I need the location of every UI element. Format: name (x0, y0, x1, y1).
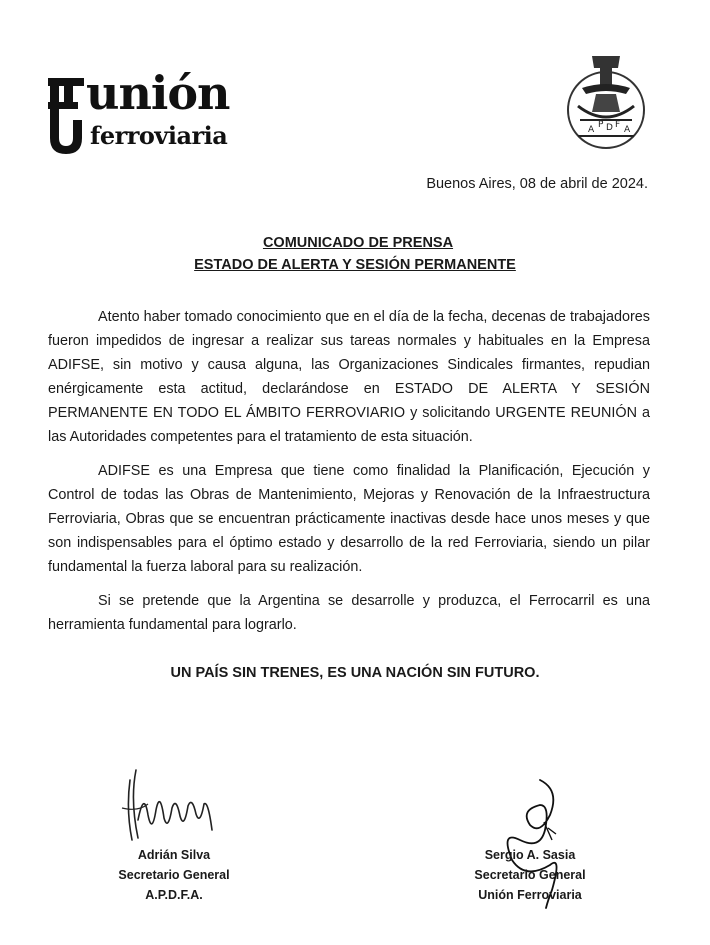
seal-letter: P (598, 120, 604, 130)
signer-name: Adrián Silva (137, 848, 211, 862)
document-subtitle: ESTADO DE ALERTA Y SESIÓN PERMANENTE (194, 257, 516, 273)
seal-letter: F (615, 120, 621, 130)
seal-letter: D (606, 123, 613, 133)
union-ferroviaria-logo (46, 66, 246, 160)
signature-right (474, 845, 586, 905)
signature-left (118, 845, 230, 905)
document-title: COMUNICADO DE PRENSA (262, 235, 454, 251)
union-ferroviaria-emblem-icon (46, 76, 86, 156)
signer-role: Secretario General (474, 868, 586, 882)
body-paragraph: Atento haber tomado conocimiento que en el día de la fecha, decenas de trabajadores fueron impedidos de ingresar a realizar sus tareas normales y habituales en la Empresa ADIFSE, sin motivo y causa alguna, las Organizaciones Sindicales firmantes, repudian enérgicamente esta actitud, declarándose en ESTADO DE ALERTA Y SESIÓN PERMANENTE EN TODO EL ÁMBITO FERROVIARIO y solicitando URGENTE REUNIÓN a las Autoridades competentes para el tratamiento de esta situación. (48, 309, 650, 445)
signature-silva-icon (108, 760, 228, 855)
document-headings (0, 232, 710, 276)
signer-organization: Unión Ferroviaria (478, 888, 582, 902)
apdfa-seal-icon (562, 50, 650, 158)
seal-letter: A (588, 125, 595, 135)
body-paragraph: ADIFSE es una Empresa que tiene como finalidad la Planificación, Ejecución y Control de todas las Obras de Mantenimiento, Mejoras y Renovación de la Infraestructura Ferroviaria, Obras que se encuentran prácticamente inactivas desde hace unos meses y que son indispensables para el óptimo estado y desarrollo de la red Ferroviaria, siendo un pilar fundamental la fuerza laboral para su realización. (48, 463, 650, 575)
logo-word-ferroviaria: ferroviaria (90, 121, 228, 150)
slogan: UN PAÍS SIN TRENES, ES UNA NACIÓN SIN FUTURO. (170, 665, 540, 681)
body-paragraph: Si se pretende que la Argentina se desarrolle y produzca, el Ferrocarril es una herramienta fundamental para lograrlo. (48, 593, 650, 633)
logo-word-union: unión (86, 66, 230, 120)
signer-role: Secretario General (118, 868, 230, 882)
seal-letter: A (624, 125, 631, 135)
document-body (48, 305, 650, 647)
signer-name: Sergio A. Sasia (484, 848, 576, 862)
document-date: Buenos Aires, 08 de abril de 2024. (426, 176, 648, 192)
signer-organization: A.P.D.F.A. (145, 888, 203, 902)
